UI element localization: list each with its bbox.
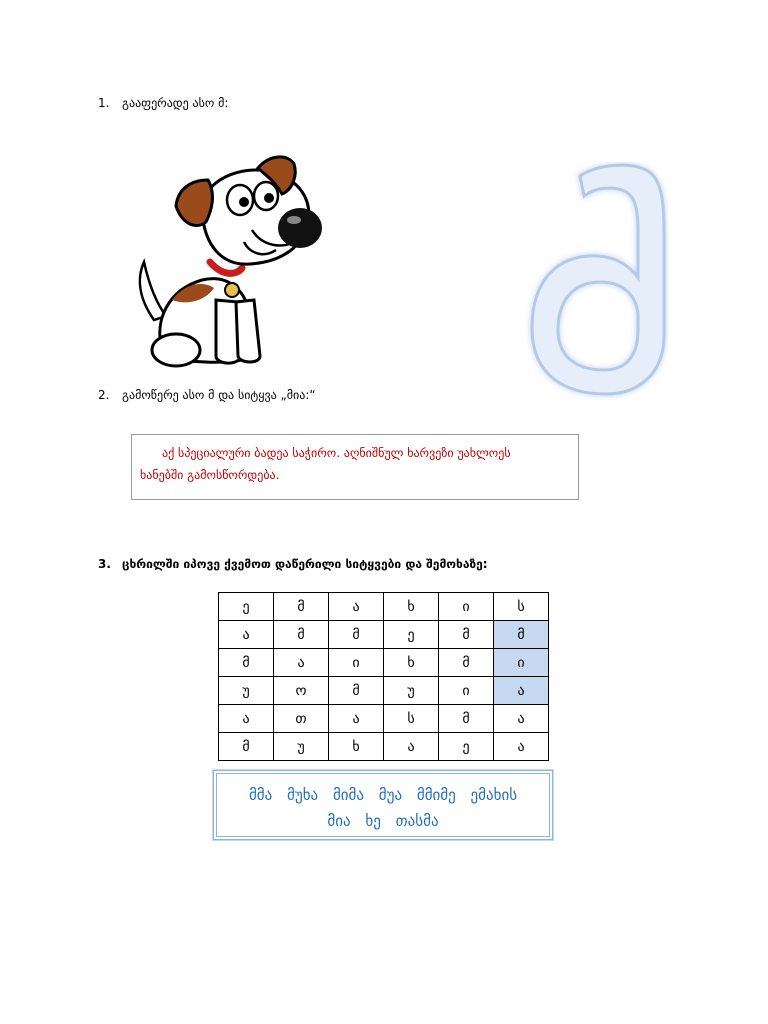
grid-cell[interactable]: ა [274, 649, 329, 677]
grid-cell[interactable]: ა [384, 733, 439, 761]
grid-cell[interactable]: ე [219, 593, 274, 621]
grid-cell[interactable]: მ [329, 677, 384, 705]
grid-row [219, 705, 549, 733]
word-item: მუხა [287, 786, 319, 804]
word-item: მია [327, 812, 351, 830]
word-item: ხე [365, 812, 381, 830]
words-to-find-box [213, 770, 553, 840]
grid-cell[interactable]: ს [494, 593, 549, 621]
task-3-number: 3. [98, 557, 111, 571]
grid-cell[interactable]: მ [439, 621, 494, 649]
grid-cell[interactable]: მ [274, 621, 329, 649]
grid-row [219, 621, 549, 649]
grid-cell[interactable]: ი [439, 593, 494, 621]
grid-cell[interactable]: მ [274, 593, 329, 621]
word-item: მმიმე [416, 786, 456, 804]
word-item: მუა [378, 786, 403, 804]
words-line-1 [217, 782, 549, 808]
notice-line-1: აქ სპეციალური ბადეა საჭირო. აღნიშნულ ხარვეზი უახლოეს [162, 446, 511, 460]
grid-cell[interactable]: ა [219, 705, 274, 733]
grid-cell[interactable]: უ [274, 733, 329, 761]
task-1-number: 1. [98, 96, 110, 110]
grid-cell[interactable]: მ [439, 649, 494, 677]
grid-cell-highlighted[interactable]: ა [494, 677, 549, 705]
grid-cell[interactable]: ს [384, 705, 439, 733]
grid-cell[interactable]: ო [274, 677, 329, 705]
grid-cell[interactable]: ა [329, 593, 384, 621]
word-item: ემახის [470, 786, 518, 804]
grid-cell[interactable]: ხ [329, 733, 384, 761]
grid-cell[interactable]: მ [329, 621, 384, 649]
grid-row [219, 593, 549, 621]
grid-cell[interactable]: ა [329, 705, 384, 733]
grid-row [219, 733, 549, 761]
grid-cell[interactable]: უ [384, 677, 439, 705]
grid-cell-highlighted[interactable]: მ [494, 621, 549, 649]
task-2-instruction [98, 388, 316, 402]
task-3-text: ცხრილში იპოვე ქვემოთ დაწერილი სიტყვები და შემოხაზე: [122, 557, 488, 571]
task-2-number: 2. [98, 388, 110, 402]
grid-cell[interactable]: მ [219, 733, 274, 761]
grid-cell[interactable]: ე [384, 621, 439, 649]
grid-cell[interactable]: ი [329, 649, 384, 677]
cartoon-dog-illustration [132, 150, 328, 376]
letter-m-outline [518, 162, 668, 402]
grid-cell[interactable]: მ [439, 705, 494, 733]
task-3-instruction [98, 557, 488, 571]
grid-cell[interactable]: თ [274, 705, 329, 733]
task-1-instruction [98, 96, 228, 110]
grid-cell[interactable]: ა [494, 733, 549, 761]
word-item: მიმა [332, 786, 364, 804]
grid-cell[interactable]: ე [439, 733, 494, 761]
word-item: მმა [248, 786, 273, 804]
task-1-text: გააფერადე ასო მ: [122, 96, 229, 110]
grid-cell[interactable]: ა [219, 621, 274, 649]
grid-cell[interactable]: მ [219, 649, 274, 677]
grid-cell[interactable]: ხ [384, 649, 439, 677]
grid-row [219, 649, 549, 677]
grid-cell[interactable]: ა [494, 705, 549, 733]
word-item: თასმა [395, 812, 439, 830]
grid-row [219, 677, 549, 705]
words-line-2 [217, 808, 549, 834]
grid-cell[interactable]: ხ [384, 593, 439, 621]
grid-cell-highlighted[interactable]: ი [494, 649, 549, 677]
grid-cell[interactable]: უ [219, 677, 274, 705]
word-search-grid [218, 592, 549, 761]
task-2-text: გამოწერე ასო მ და სიტყვა „მია:“ [122, 388, 316, 402]
notice-line-2: ხანებში გამოსწორდება. [140, 468, 280, 482]
special-grid-notice [131, 434, 579, 500]
grid-cell[interactable]: ი [439, 677, 494, 705]
